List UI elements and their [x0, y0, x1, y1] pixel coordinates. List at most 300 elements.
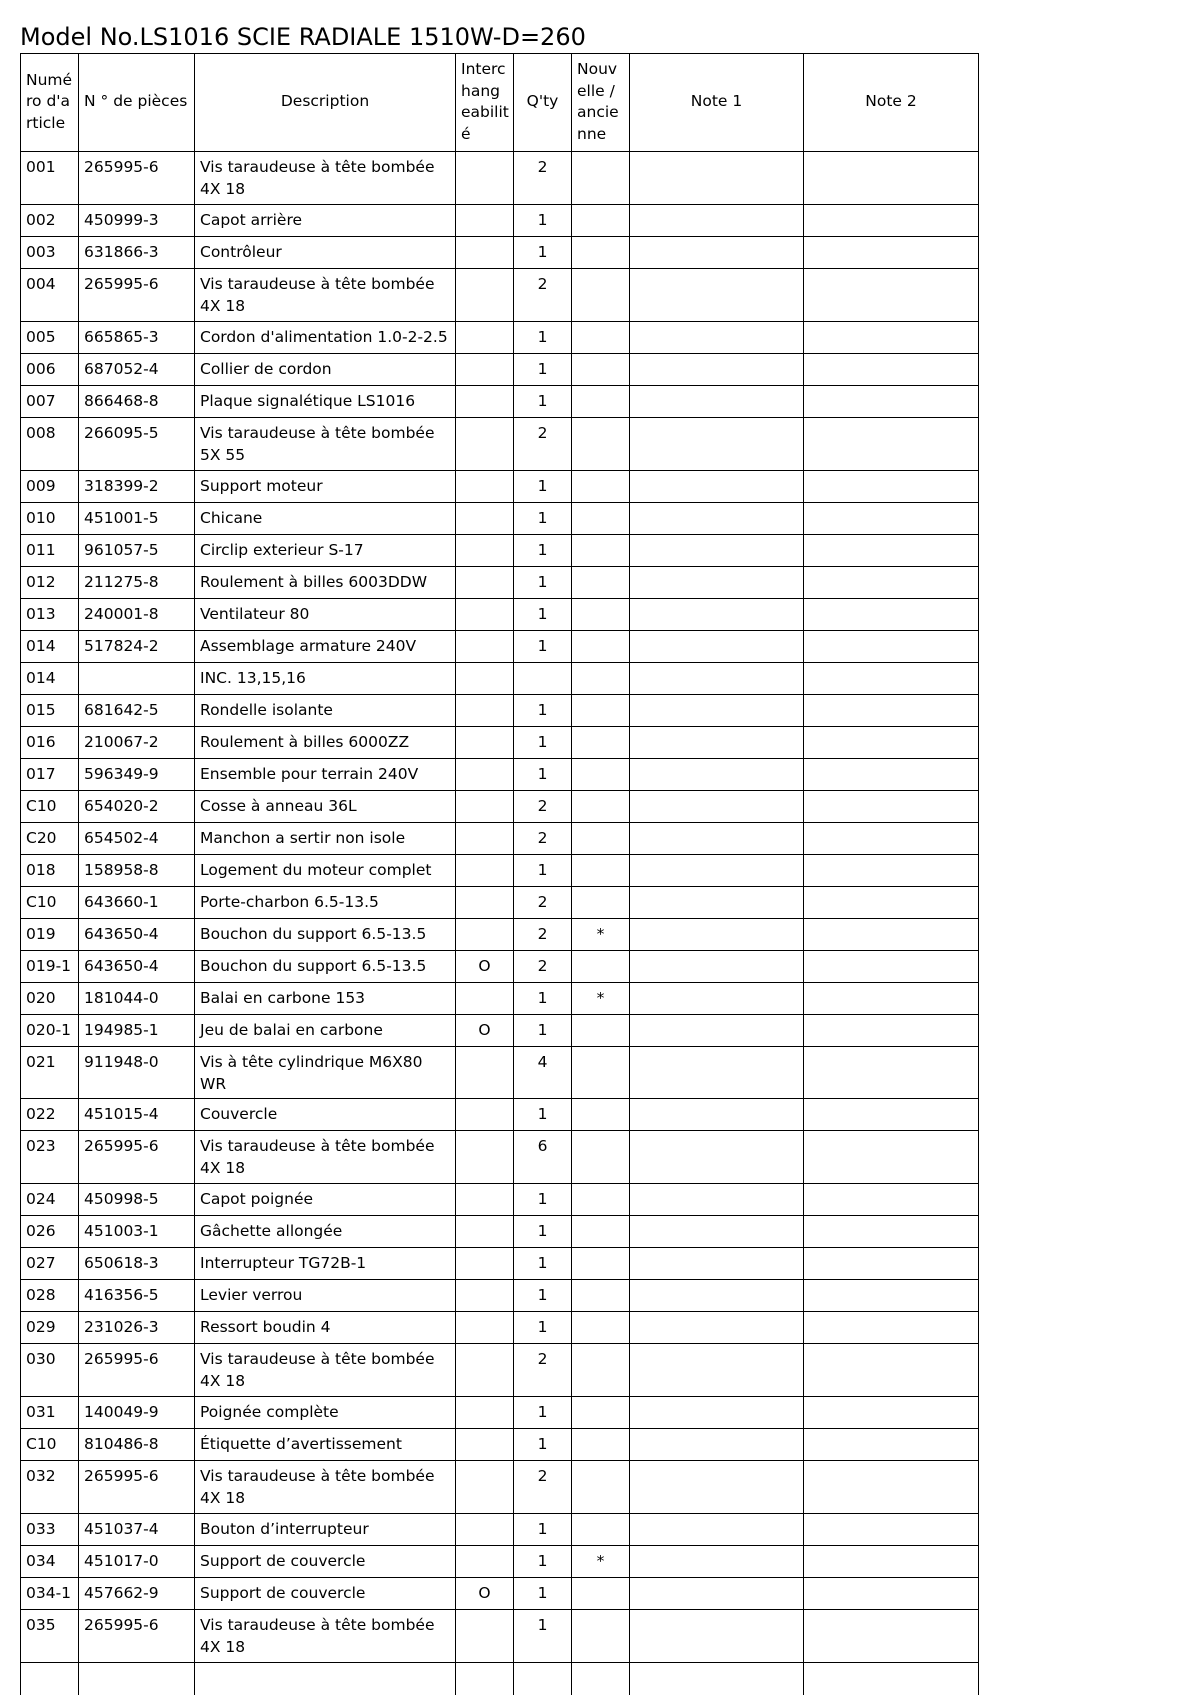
cell-new-old: [572, 1344, 630, 1397]
cell-description: Vis taraudeuse à tête bombée 4X 18: [195, 1131, 456, 1184]
column-header-note-2: Note 2: [804, 54, 979, 152]
table-row: [21, 1663, 979, 1695]
cell-note-2: [804, 1099, 979, 1131]
cell-item-number: 012: [21, 567, 79, 599]
cell-new-old: [572, 1184, 630, 1216]
cell-part-number: [79, 1663, 195, 1695]
cell-new-old: [572, 567, 630, 599]
cell-quantity: 1: [514, 983, 572, 1015]
table-row: [21, 354, 979, 386]
cell-note-2: [804, 535, 979, 567]
cell-new-old: [572, 471, 630, 503]
cell-item-number: 027: [21, 1248, 79, 1280]
cell-note-2: [804, 1248, 979, 1280]
cell-new-old: [572, 354, 630, 386]
cell-interchangeability: [456, 322, 514, 354]
cell-item-number: 003: [21, 237, 79, 269]
cell-note-2: [804, 1429, 979, 1461]
cell-interchangeability: [456, 1429, 514, 1461]
cell-note-2: [804, 1047, 979, 1099]
cell-note-2: [804, 1344, 979, 1397]
cell-description: [195, 1663, 456, 1695]
cell-interchangeability: [456, 1184, 514, 1216]
cell-note-2: [804, 1546, 979, 1578]
cell-note-1: [630, 418, 804, 471]
cell-quantity: 1: [514, 1397, 572, 1429]
table-row: [21, 471, 979, 503]
cell-part-number: 181044-0: [79, 983, 195, 1015]
cell-note-2: [804, 695, 979, 727]
table-row: [21, 237, 979, 269]
cell-part-number: 265995-6: [79, 269, 195, 322]
cell-note-2: [804, 567, 979, 599]
cell-quantity: 2: [514, 951, 572, 983]
cell-interchangeability: [456, 418, 514, 471]
cell-new-old: [572, 269, 630, 322]
cell-description: Collier de cordon: [195, 354, 456, 386]
cell-note-2: [804, 237, 979, 269]
cell-interchangeability: [456, 1610, 514, 1663]
cell-description: Balai en carbone 153: [195, 983, 456, 1015]
cell-note-2: [804, 663, 979, 695]
cell-note-2: [804, 1461, 979, 1514]
cell-new-old: [572, 727, 630, 759]
cell-note-2: [804, 1663, 979, 1695]
cell-note-2: [804, 1578, 979, 1610]
cell-item-number: 022: [21, 1099, 79, 1131]
cell-note-1: [630, 1312, 804, 1344]
cell-description: Circlip exterieur S-17: [195, 535, 456, 567]
cell-interchangeability: [456, 237, 514, 269]
cell-note-1: [630, 1015, 804, 1047]
cell-part-number: 866468-8: [79, 386, 195, 418]
cell-description: Contrôleur: [195, 237, 456, 269]
cell-part-number: 210067-2: [79, 727, 195, 759]
cell-description: Chicane: [195, 503, 456, 535]
cell-new-old: [572, 1578, 630, 1610]
cell-interchangeability: [456, 503, 514, 535]
cell-part-number: 194985-1: [79, 1015, 195, 1047]
cell-part-number: 810486-8: [79, 1429, 195, 1461]
cell-interchangeability: O: [456, 1578, 514, 1610]
cell-quantity: 1: [514, 1248, 572, 1280]
cell-interchangeability: [456, 727, 514, 759]
cell-note-1: [630, 1344, 804, 1397]
table-row: [21, 205, 979, 237]
cell-part-number: 265995-6: [79, 1344, 195, 1397]
cell-note-2: [804, 951, 979, 983]
table-row: [21, 1099, 979, 1131]
table-row: [21, 1312, 979, 1344]
cell-interchangeability: [456, 567, 514, 599]
cell-part-number: 318399-2: [79, 471, 195, 503]
cell-note-2: [804, 727, 979, 759]
cell-description: Ensemble pour terrain 240V: [195, 759, 456, 791]
cell-note-1: [630, 1578, 804, 1610]
cell-interchangeability: [456, 1280, 514, 1312]
cell-description: Support moteur: [195, 471, 456, 503]
cell-new-old: [572, 1280, 630, 1312]
cell-item-number: 010: [21, 503, 79, 535]
table-row: [21, 919, 979, 951]
cell-item-number: C10: [21, 1429, 79, 1461]
table-row: [21, 791, 979, 823]
cell-quantity: 2: [514, 791, 572, 823]
cell-description: Vis taraudeuse à tête bombée 4X 18: [195, 1610, 456, 1663]
table-row: [21, 1546, 979, 1578]
cell-item-number: 032: [21, 1461, 79, 1514]
cell-part-number: 596349-9: [79, 759, 195, 791]
cell-interchangeability: [456, 1312, 514, 1344]
cell-quantity: 1: [514, 503, 572, 535]
cell-part-number: 643660-1: [79, 887, 195, 919]
cell-part-number: 451001-5: [79, 503, 195, 535]
cell-note-2: [804, 1015, 979, 1047]
cell-part-number: 451017-0: [79, 1546, 195, 1578]
cell-new-old: [572, 631, 630, 663]
cell-item-number: C10: [21, 791, 79, 823]
cell-item-number: 028: [21, 1280, 79, 1312]
cell-note-2: [804, 1131, 979, 1184]
cell-note-2: [804, 418, 979, 471]
cell-item-number: 020-1: [21, 1015, 79, 1047]
cell-quantity: 1: [514, 727, 572, 759]
cell-item-number: 001: [21, 152, 79, 205]
cell-note-2: [804, 1312, 979, 1344]
cell-note-2: [804, 887, 979, 919]
cell-description: Capot arrière: [195, 205, 456, 237]
cell-part-number: 665865-3: [79, 322, 195, 354]
cell-part-number: 517824-2: [79, 631, 195, 663]
cell-quantity: 2: [514, 1344, 572, 1397]
cell-new-old: [572, 1461, 630, 1514]
cell-note-2: [804, 1184, 979, 1216]
cell-quantity: 1: [514, 1514, 572, 1546]
cell-note-2: [804, 503, 979, 535]
cell-item-number: 011: [21, 535, 79, 567]
cell-item-number: 006: [21, 354, 79, 386]
cell-note-1: [630, 535, 804, 567]
cell-description: Capot poignée: [195, 1184, 456, 1216]
cell-new-old: [572, 1514, 630, 1546]
cell-note-1: [630, 727, 804, 759]
cell-note-1: [630, 1461, 804, 1514]
cell-note-1: [630, 1514, 804, 1546]
cell-description: Porte-charbon 6.5-13.5: [195, 887, 456, 919]
cell-new-old: [572, 759, 630, 791]
cell-new-old: [572, 386, 630, 418]
cell-note-1: [630, 983, 804, 1015]
cell-quantity: 1: [514, 1578, 572, 1610]
table-row: [21, 152, 979, 205]
cell-quantity: 2: [514, 919, 572, 951]
cell-quantity: 1: [514, 1216, 572, 1248]
cell-interchangeability: [456, 205, 514, 237]
cell-item-number: 015: [21, 695, 79, 727]
cell-description: Plaque signalétique LS1016: [195, 386, 456, 418]
cell-interchangeability: [456, 1099, 514, 1131]
cell-new-old: [572, 1216, 630, 1248]
cell-part-number: 961057-5: [79, 535, 195, 567]
cell-note-1: [630, 567, 804, 599]
cell-note-2: [804, 471, 979, 503]
cell-new-old: [572, 503, 630, 535]
cell-description: Ventilateur 80: [195, 599, 456, 631]
cell-description: Roulement à billes 6000ZZ: [195, 727, 456, 759]
cell-quantity: 1: [514, 567, 572, 599]
cell-note-1: [630, 1099, 804, 1131]
cell-note-2: [804, 354, 979, 386]
cell-interchangeability: [456, 1461, 514, 1514]
table-header-row: [21, 54, 979, 152]
cell-item-number: 014: [21, 663, 79, 695]
cell-new-old: [572, 951, 630, 983]
cell-new-old: [572, 1047, 630, 1099]
cell-item-number: 030: [21, 1344, 79, 1397]
cell-new-old: [572, 1610, 630, 1663]
cell-item-number: 018: [21, 855, 79, 887]
cell-item-number: 034: [21, 1546, 79, 1578]
table-row: [21, 759, 979, 791]
cell-note-1: [630, 791, 804, 823]
cell-new-old: [572, 1099, 630, 1131]
cell-note-1: [630, 471, 804, 503]
cell-note-1: [630, 759, 804, 791]
cell-interchangeability: [456, 1344, 514, 1397]
table-row: [21, 1015, 979, 1047]
cell-part-number: 450998-5: [79, 1184, 195, 1216]
cell-interchangeability: O: [456, 951, 514, 983]
cell-quantity: 1: [514, 1015, 572, 1047]
cell-item-number: 007: [21, 386, 79, 418]
cell-item-number: 013: [21, 599, 79, 631]
cell-description: Vis taraudeuse à tête bombée 4X 18: [195, 1344, 456, 1397]
cell-item-number: C10: [21, 887, 79, 919]
cell-interchangeability: [456, 599, 514, 631]
cell-item-number: 016: [21, 727, 79, 759]
cell-interchangeability: [456, 1131, 514, 1184]
cell-note-2: [804, 759, 979, 791]
cell-note-2: [804, 631, 979, 663]
cell-interchangeability: [456, 152, 514, 205]
cell-description: Gâchette allongée: [195, 1216, 456, 1248]
table-row: [21, 503, 979, 535]
table-row: [21, 855, 979, 887]
cell-note-2: [804, 1397, 979, 1429]
cell-part-number: 681642-5: [79, 695, 195, 727]
cell-quantity: 1: [514, 855, 572, 887]
cell-interchangeability: [456, 1514, 514, 1546]
cell-note-1: [630, 1047, 804, 1099]
cell-interchangeability: [456, 791, 514, 823]
cell-description: Vis taraudeuse à tête bombée 4X 18: [195, 1461, 456, 1514]
cell-description: Bouchon du support 6.5-13.5: [195, 951, 456, 983]
cell-quantity: [514, 663, 572, 695]
table-row: [21, 269, 979, 322]
cell-note-2: [804, 1610, 979, 1663]
cell-interchangeability: [456, 1216, 514, 1248]
cell-interchangeability: [456, 1248, 514, 1280]
cell-part-number: 265995-6: [79, 1131, 195, 1184]
cell-item-number: 035: [21, 1610, 79, 1663]
cell-part-number: 687052-4: [79, 354, 195, 386]
cell-part-number: 265995-6: [79, 1461, 195, 1514]
cell-part-number: 654502-4: [79, 823, 195, 855]
cell-note-1: [630, 1280, 804, 1312]
cell-part-number: 650618-3: [79, 1248, 195, 1280]
cell-note-1: [630, 695, 804, 727]
table-row: [21, 1047, 979, 1099]
cell-quantity: 2: [514, 887, 572, 919]
cell-interchangeability: [456, 823, 514, 855]
table-row: [21, 567, 979, 599]
cell-description: Manchon a sertir non isole: [195, 823, 456, 855]
cell-description: Cosse à anneau 36L: [195, 791, 456, 823]
cell-note-1: [630, 951, 804, 983]
cell-quantity: 2: [514, 1461, 572, 1514]
cell-note-1: [630, 1429, 804, 1461]
cell-part-number: 643650-4: [79, 919, 195, 951]
cell-new-old: [572, 418, 630, 471]
cell-part-number: 265995-6: [79, 1610, 195, 1663]
cell-quantity: [514, 1663, 572, 1695]
cell-interchangeability: [456, 759, 514, 791]
cell-description: Ressort boudin 4: [195, 1312, 456, 1344]
cell-note-1: [630, 1397, 804, 1429]
table-row: [21, 823, 979, 855]
table-row: [21, 1216, 979, 1248]
cell-item-number: 023: [21, 1131, 79, 1184]
cell-quantity: 1: [514, 237, 572, 269]
cell-interchangeability: [456, 663, 514, 695]
table-row: [21, 1578, 979, 1610]
column-header-note-1: Note 1: [630, 54, 804, 152]
cell-new-old: [572, 237, 630, 269]
cell-note-2: [804, 322, 979, 354]
cell-part-number: 457662-9: [79, 1578, 195, 1610]
column-header-part-number: N ° de pièces: [79, 54, 195, 152]
cell-part-number: 416356-5: [79, 1280, 195, 1312]
cell-description: INC. 13,15,16: [195, 663, 456, 695]
cell-new-old: [572, 1015, 630, 1047]
cell-description: Logement du moteur complet: [195, 855, 456, 887]
table-row: [21, 1429, 979, 1461]
cell-description: Étiquette d’avertissement: [195, 1429, 456, 1461]
cell-note-1: [630, 269, 804, 322]
cell-new-old: [572, 1663, 630, 1695]
cell-quantity: 1: [514, 386, 572, 418]
cell-interchangeability: [456, 887, 514, 919]
cell-note-2: [804, 1280, 979, 1312]
cell-interchangeability: [456, 919, 514, 951]
cell-note-2: [804, 823, 979, 855]
cell-note-1: [630, 1184, 804, 1216]
cell-note-1: [630, 205, 804, 237]
cell-note-2: [804, 919, 979, 951]
cell-note-2: [804, 205, 979, 237]
cell-interchangeability: [456, 983, 514, 1015]
cell-part-number: 643650-4: [79, 951, 195, 983]
cell-item-number: C20: [21, 823, 79, 855]
cell-description: Vis taraudeuse à tête bombée 4X 18: [195, 269, 456, 322]
cell-item-number: 002: [21, 205, 79, 237]
cell-quantity: 1: [514, 759, 572, 791]
cell-new-old: *: [572, 1546, 630, 1578]
cell-quantity: 1: [514, 1429, 572, 1461]
cell-part-number: 140049-9: [79, 1397, 195, 1429]
column-header-interchangeability: Interc hang eabilit é: [456, 54, 514, 152]
cell-note-1: [630, 1610, 804, 1663]
cell-interchangeability: [456, 386, 514, 418]
cell-note-1: [630, 503, 804, 535]
table-row: [21, 535, 979, 567]
cell-quantity: 1: [514, 535, 572, 567]
cell-description: Support de couvercle: [195, 1546, 456, 1578]
cell-quantity: 1: [514, 1099, 572, 1131]
cell-quantity: 6: [514, 1131, 572, 1184]
cell-item-number: 020: [21, 983, 79, 1015]
cell-interchangeability: [456, 1047, 514, 1099]
table-row: [21, 599, 979, 631]
cell-description: Vis taraudeuse à tête bombée 4X 18: [195, 152, 456, 205]
cell-item-number: 014: [21, 631, 79, 663]
cell-interchangeability: [456, 269, 514, 322]
cell-note-2: [804, 1514, 979, 1546]
cell-new-old: [572, 855, 630, 887]
cell-quantity: 1: [514, 322, 572, 354]
cell-new-old: [572, 695, 630, 727]
cell-new-old: [572, 599, 630, 631]
cell-quantity: 2: [514, 418, 572, 471]
cell-note-1: [630, 855, 804, 887]
table-row: [21, 1397, 979, 1429]
cell-quantity: 1: [514, 1280, 572, 1312]
cell-item-number: 031: [21, 1397, 79, 1429]
cell-new-old: *: [572, 919, 630, 951]
cell-description: Support de couvercle: [195, 1578, 456, 1610]
cell-item-number: 008: [21, 418, 79, 471]
cell-item-number: 021: [21, 1047, 79, 1099]
cell-description: Vis taraudeuse à tête bombée 5X 55: [195, 418, 456, 471]
cell-quantity: 1: [514, 695, 572, 727]
column-header-new-old: Nouv elle / ancie nne: [572, 54, 630, 152]
column-header-quantity: Q'ty: [514, 54, 572, 152]
cell-note-2: [804, 983, 979, 1015]
cell-item-number: 026: [21, 1216, 79, 1248]
table-row: [21, 386, 979, 418]
cell-part-number: 451037-4: [79, 1514, 195, 1546]
table-row: [21, 663, 979, 695]
cell-description: Rondelle isolante: [195, 695, 456, 727]
cell-note-1: [630, 599, 804, 631]
cell-new-old: [572, 1131, 630, 1184]
cell-note-1: [630, 1248, 804, 1280]
cell-note-2: [804, 791, 979, 823]
cell-interchangeability: [456, 471, 514, 503]
cell-item-number: 005: [21, 322, 79, 354]
cell-part-number: 265995-6: [79, 152, 195, 205]
cell-interchangeability: O: [456, 1015, 514, 1047]
cell-description: Assemblage armature 240V: [195, 631, 456, 663]
cell-description: Roulement à billes 6003DDW: [195, 567, 456, 599]
cell-description: Interrupteur TG72B-1: [195, 1248, 456, 1280]
cell-note-1: [630, 1546, 804, 1578]
cell-new-old: [572, 322, 630, 354]
cell-part-number: 211275-8: [79, 567, 195, 599]
cell-quantity: 1: [514, 1312, 572, 1344]
cell-note-1: [630, 919, 804, 951]
cell-description: Jeu de balai en carbone: [195, 1015, 456, 1047]
